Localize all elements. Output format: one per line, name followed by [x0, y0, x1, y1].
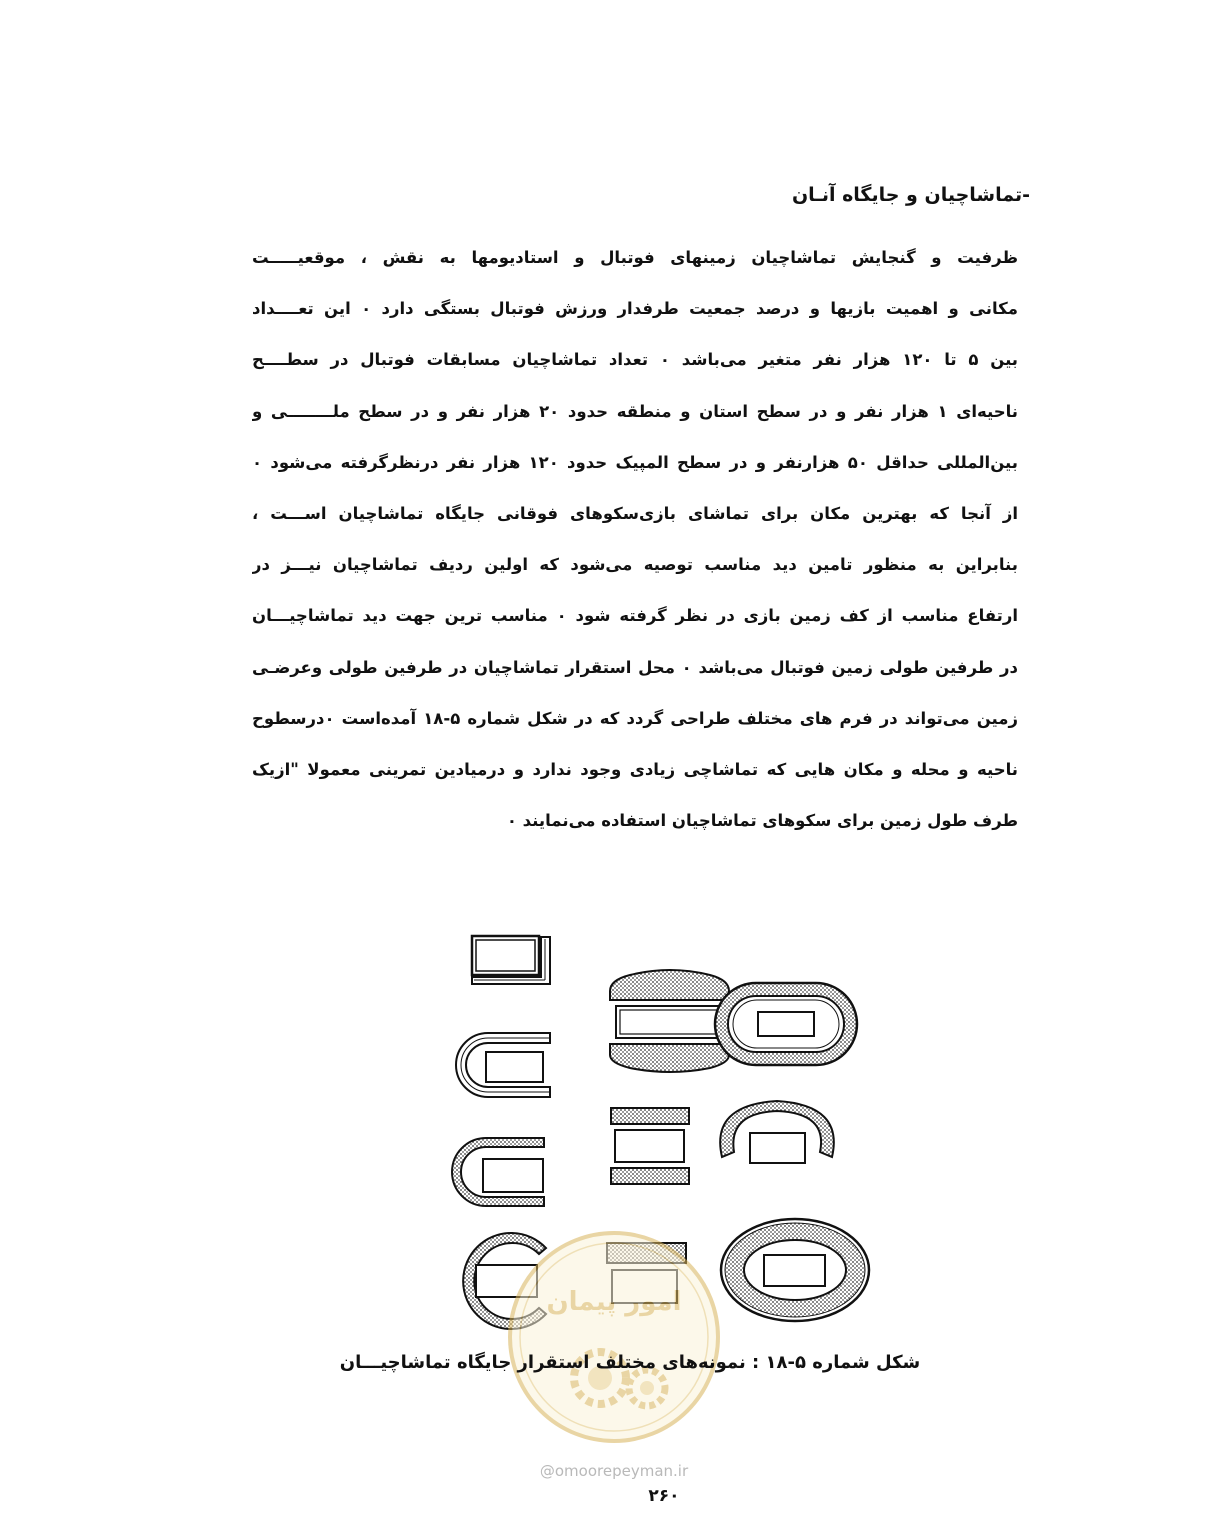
two-curved-side-stands-layout	[610, 970, 729, 1072]
page-number: ۲۶۰	[648, 1486, 680, 1506]
paragraph-line: زمین می‌تواند در فرم های مختلف طراحی گردد که در شکل شماره ۵-۱۸ آمده‌است ٠درسطوح	[252, 708, 1018, 728]
paragraph-line: بین‌المللی حداقل ۵۰ هزارنفر و در سطح المپیک حدود ۱۲۰ هزار نفر درنظرگرفته می‌شود ٠	[252, 452, 1018, 472]
paragraph-line: ناحیه و محله و مکان هایی که تماشاچی زیادی وجود ندارد و درمیادین تمرینی معمولا "ازیک	[252, 759, 1018, 779]
paragraph-line: ارتفاع مناسب از کف زمین بازی در نظر گرفته شود ٠ مناسب ترین جهت دید تماشاچیـــان	[252, 606, 1018, 626]
l-shaped-stand-layout	[472, 936, 550, 984]
paragraph-line: بنابراین به منظور تامین دید مناسب توصیه می‌شود که اولین ردیف تماشاچیان نیـــز در	[252, 555, 1018, 575]
paragraph-line: طرف طول زمین برای سکوهای تماشاچیان استفاده می‌نمایند ٠	[506, 811, 1018, 831]
body-paragraph	[252, 232, 1018, 846]
elliptical-bowl-stand-layout	[721, 1219, 869, 1321]
source-url: @omoorepeyman.ir	[539, 1462, 689, 1480]
u-shaped-stand-layout	[456, 1033, 550, 1097]
section-heading: -تماشاچیان و جایگاه آنـان	[791, 184, 1030, 206]
watermark-seal	[505, 1228, 723, 1446]
c-shaped-stand-layout	[452, 1138, 544, 1206]
paragraph-line: مکانی و اهمیت بازیها و درصد جمعیت طرفدار ورزش فوتبال بستگی دارد ٠ این تعــــداد	[252, 299, 1018, 319]
watermark-text: امور پیمان	[546, 1287, 682, 1317]
arched-crescent-stand-layout	[720, 1101, 834, 1163]
paragraph-line: در طرفین طولی زمین فوتبال می‌باشد ٠ محل استقرار تماشاچیان در طرفین طولی وعرضـی	[252, 657, 1018, 677]
paragraph-line: ناحیه‌ای ۱ هزار نفر و در سطح استان و منطقه حدود ۲۰ هزار نفر و در سطح ملــــــــی و	[252, 401, 1018, 421]
figure-caption: شکل شماره ۵-۱۸ : نمونه‌های مختلف استقرار جایگاه تماشاچیـــان	[339, 1352, 921, 1373]
paragraph-line: ظرفیت و گنجایش تماشاچیان زمینهای فوتبال و استادیومها به نقش ، موقعیـــــت	[252, 248, 1018, 267]
paragraph-line: از آنجا که بهترین مکان برای تماشای بازی‌سکوهای فوقانی جایگاه تماشاچیان اســـت ،	[252, 503, 1018, 523]
two-straight-side-stands-layout	[611, 1108, 689, 1184]
paragraph-line: بین ۵ تا ۱۲۰ هزار نفر متغیر می‌باشد ٠ تعداد تماشاچیان مسابقات فوتبال در سطــــح	[252, 350, 1018, 370]
full-oval-stand-layout	[715, 983, 857, 1065]
